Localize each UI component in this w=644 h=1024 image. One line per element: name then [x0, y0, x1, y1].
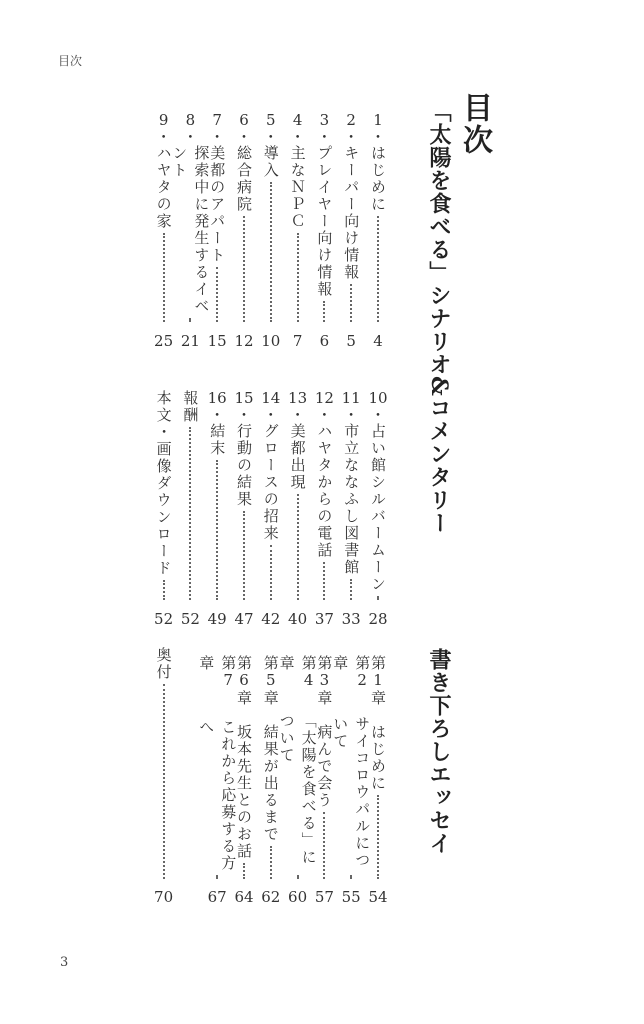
separator-dot: ・	[370, 406, 386, 424]
dot-leader	[189, 318, 191, 322]
toc-entry[interactable]	[153, 390, 175, 606]
dot-leader	[377, 216, 379, 322]
entry-number: 3	[319, 111, 330, 129]
separator-dot: ・	[236, 406, 252, 424]
entry-page-number: 21	[180, 332, 200, 350]
toc-entry[interactable]	[233, 390, 255, 606]
entry-title: 主なＮＰＣ	[288, 145, 307, 230]
entry-page-number: 7	[292, 332, 303, 350]
chapter-number: 第6章	[235, 655, 253, 706]
entry-title: はじめに	[369, 724, 387, 792]
toc-entry[interactable]	[287, 112, 309, 328]
chapter-number: 第1章	[369, 655, 387, 706]
entry-number: 4	[292, 111, 303, 129]
entry-page-number: 67	[207, 888, 227, 906]
entry-title: はじめに	[369, 145, 387, 213]
entry-page-number: 64	[234, 888, 254, 906]
entry-page-number: 15	[207, 332, 227, 350]
entry-page-number: 10	[261, 332, 281, 350]
dot-leader	[323, 562, 325, 600]
entry-page-number: 25	[154, 332, 174, 350]
dot-leader	[163, 580, 165, 600]
entry-page-number: 12	[234, 332, 254, 350]
entry-number: 8	[185, 111, 196, 129]
dot-leader	[163, 684, 165, 879]
entry-title: 美都出現	[288, 423, 307, 491]
entry-page-number: 57	[314, 888, 334, 906]
dot-leader	[323, 301, 325, 322]
dot-leader	[377, 795, 379, 879]
entry-number: 11	[341, 389, 361, 407]
separator-dot: ・	[316, 128, 332, 146]
toc-entry[interactable]	[260, 390, 282, 606]
toc-entry[interactable]	[260, 655, 282, 885]
entry-page-number: 52	[154, 610, 174, 628]
dot-leader	[297, 494, 299, 600]
toc-entry[interactable]	[331, 655, 372, 885]
entry-page-number: 5	[346, 332, 356, 350]
entry-number: 6	[239, 111, 249, 129]
entry-page-number: 55	[341, 888, 361, 906]
toc-entry[interactable]	[197, 655, 238, 885]
chapter-number: 第7章	[197, 655, 238, 690]
entry-title: 市立ななふし図書館	[342, 423, 361, 576]
entry-number: 1	[373, 111, 383, 129]
toc-entry[interactable]	[260, 112, 282, 328]
entry-page-number: 52	[180, 610, 200, 628]
entry-number: 10	[368, 389, 388, 407]
dot-leader	[270, 846, 272, 879]
separator-dot: ・	[156, 128, 172, 146]
separator-dot: ・	[370, 128, 386, 146]
toc-entry[interactable]	[367, 112, 389, 328]
entry-page-number: 49	[207, 610, 227, 628]
entry-title: プレイヤー向け情報	[315, 145, 334, 298]
entry-title: 坂本先生とのお話	[235, 724, 253, 860]
dot-leader	[377, 596, 379, 600]
toc-entry[interactable]	[287, 390, 309, 606]
dot-leader	[243, 863, 245, 879]
entry-page-number: 37	[314, 610, 334, 628]
separator-dot: ・	[263, 406, 279, 424]
entry-title: 行動の結果	[235, 423, 253, 508]
entry-title: 結末	[208, 423, 227, 457]
dot-leader	[163, 233, 165, 322]
entry-title: 病んで会う	[315, 724, 334, 809]
dot-leader	[189, 427, 191, 600]
entry-title: 本文・画像ダウンロード	[154, 390, 173, 577]
entry-number: 16	[207, 389, 227, 407]
entry-page-number: 4	[373, 332, 383, 350]
entry-title: 美都のアパート	[208, 145, 227, 264]
entry-title: グロースの招来	[261, 423, 280, 542]
entry-title: ハヤタの家	[154, 145, 173, 230]
toc-entry[interactable]	[233, 112, 255, 328]
entry-page-number: 40	[288, 610, 308, 628]
entry-title: 総合病院	[235, 145, 253, 213]
entry-number: 9	[158, 111, 169, 129]
toc-entry[interactable]	[367, 390, 389, 606]
separator-dot: ・	[182, 128, 198, 146]
entry-title: サイコロウパルについて	[331, 715, 372, 869]
dot-leader	[270, 545, 272, 600]
dot-leader	[350, 284, 352, 322]
entry-title: キーパー向け情報	[342, 145, 361, 281]
toc-entry[interactable]	[170, 111, 211, 328]
entry-title: 導入	[261, 145, 280, 179]
section-title-essay: 書き下ろしエッセイ	[426, 648, 452, 855]
entry-title: 結果が出るまで	[261, 724, 280, 843]
separator-dot: ・	[209, 406, 225, 424]
toc-entry[interactable]	[313, 112, 335, 328]
entry-number: 5	[266, 111, 276, 129]
page-number: 3	[60, 955, 69, 970]
toc-entry[interactable]	[153, 647, 175, 885]
entry-title: 占い館シルバームーン	[369, 423, 387, 593]
chapter-number: 第5章	[261, 655, 280, 706]
running-header: 目次	[58, 54, 83, 68]
toc-entry[interactable]	[153, 112, 175, 328]
entry-page-number: 70	[154, 888, 174, 906]
dot-leader	[243, 511, 245, 600]
dot-leader	[270, 182, 272, 322]
entry-number: 13	[288, 389, 308, 407]
toc-entry[interactable]	[206, 390, 228, 606]
separator-dot: ・	[343, 128, 359, 146]
chapter-number: 第4章	[277, 655, 318, 690]
entry-title: ハヤタからの電話	[315, 423, 334, 559]
separator-dot: ・	[290, 128, 306, 146]
entry-number: 14	[261, 389, 281, 407]
separator-dot: ・	[316, 406, 332, 424]
dot-leader	[243, 216, 245, 322]
dot-leader	[216, 460, 218, 600]
entry-page-number: 54	[368, 888, 388, 906]
entry-title: 奥付	[154, 647, 173, 681]
entry-title: 探索中に発生するイベント	[170, 145, 211, 315]
chapter-number: 第3章	[315, 655, 334, 706]
separator-dot: ・	[290, 406, 306, 424]
separator-dot: ・	[263, 128, 279, 146]
dot-leader	[297, 233, 299, 322]
page-title: 目次	[457, 92, 492, 156]
entry-page-number: 6	[319, 332, 330, 350]
toc-entry[interactable]	[340, 112, 362, 328]
entry-number: 15	[234, 389, 254, 407]
entry-number: 7	[212, 111, 222, 129]
entry-page-number: 60	[288, 888, 308, 906]
dot-leader	[216, 875, 218, 879]
entry-title: 「太陽を食べる」について	[277, 712, 318, 866]
entry-page-number: 33	[341, 610, 361, 628]
entry-page-number: 62	[261, 888, 281, 906]
separator-dot: ・	[209, 128, 225, 146]
toc-entry[interactable]	[179, 390, 201, 606]
chapter-number: 第2章	[331, 655, 372, 690]
dot-leader	[350, 579, 352, 600]
entry-title: これから応募する方へ	[197, 718, 238, 872]
entry-page-number: 42	[261, 610, 281, 628]
entry-page-number: 28	[368, 610, 388, 628]
toc-entry[interactable]	[277, 655, 318, 885]
entry-title: 報酬	[181, 390, 200, 424]
dot-leader	[323, 812, 325, 879]
entry-page-number: 47	[234, 610, 254, 628]
separator-dot: ・	[343, 406, 359, 424]
toc-entry[interactable]	[340, 390, 362, 606]
dot-leader	[350, 875, 352, 879]
section-title-scenario: 「太陽を食べる」シナリオ&コメンタリー	[426, 100, 452, 535]
entry-number: 12	[314, 389, 334, 407]
dot-leader	[297, 875, 299, 879]
dot-leader	[216, 267, 218, 322]
toc-entry[interactable]	[313, 390, 335, 606]
entry-number: 2	[346, 111, 356, 129]
separator-dot: ・	[236, 128, 252, 146]
